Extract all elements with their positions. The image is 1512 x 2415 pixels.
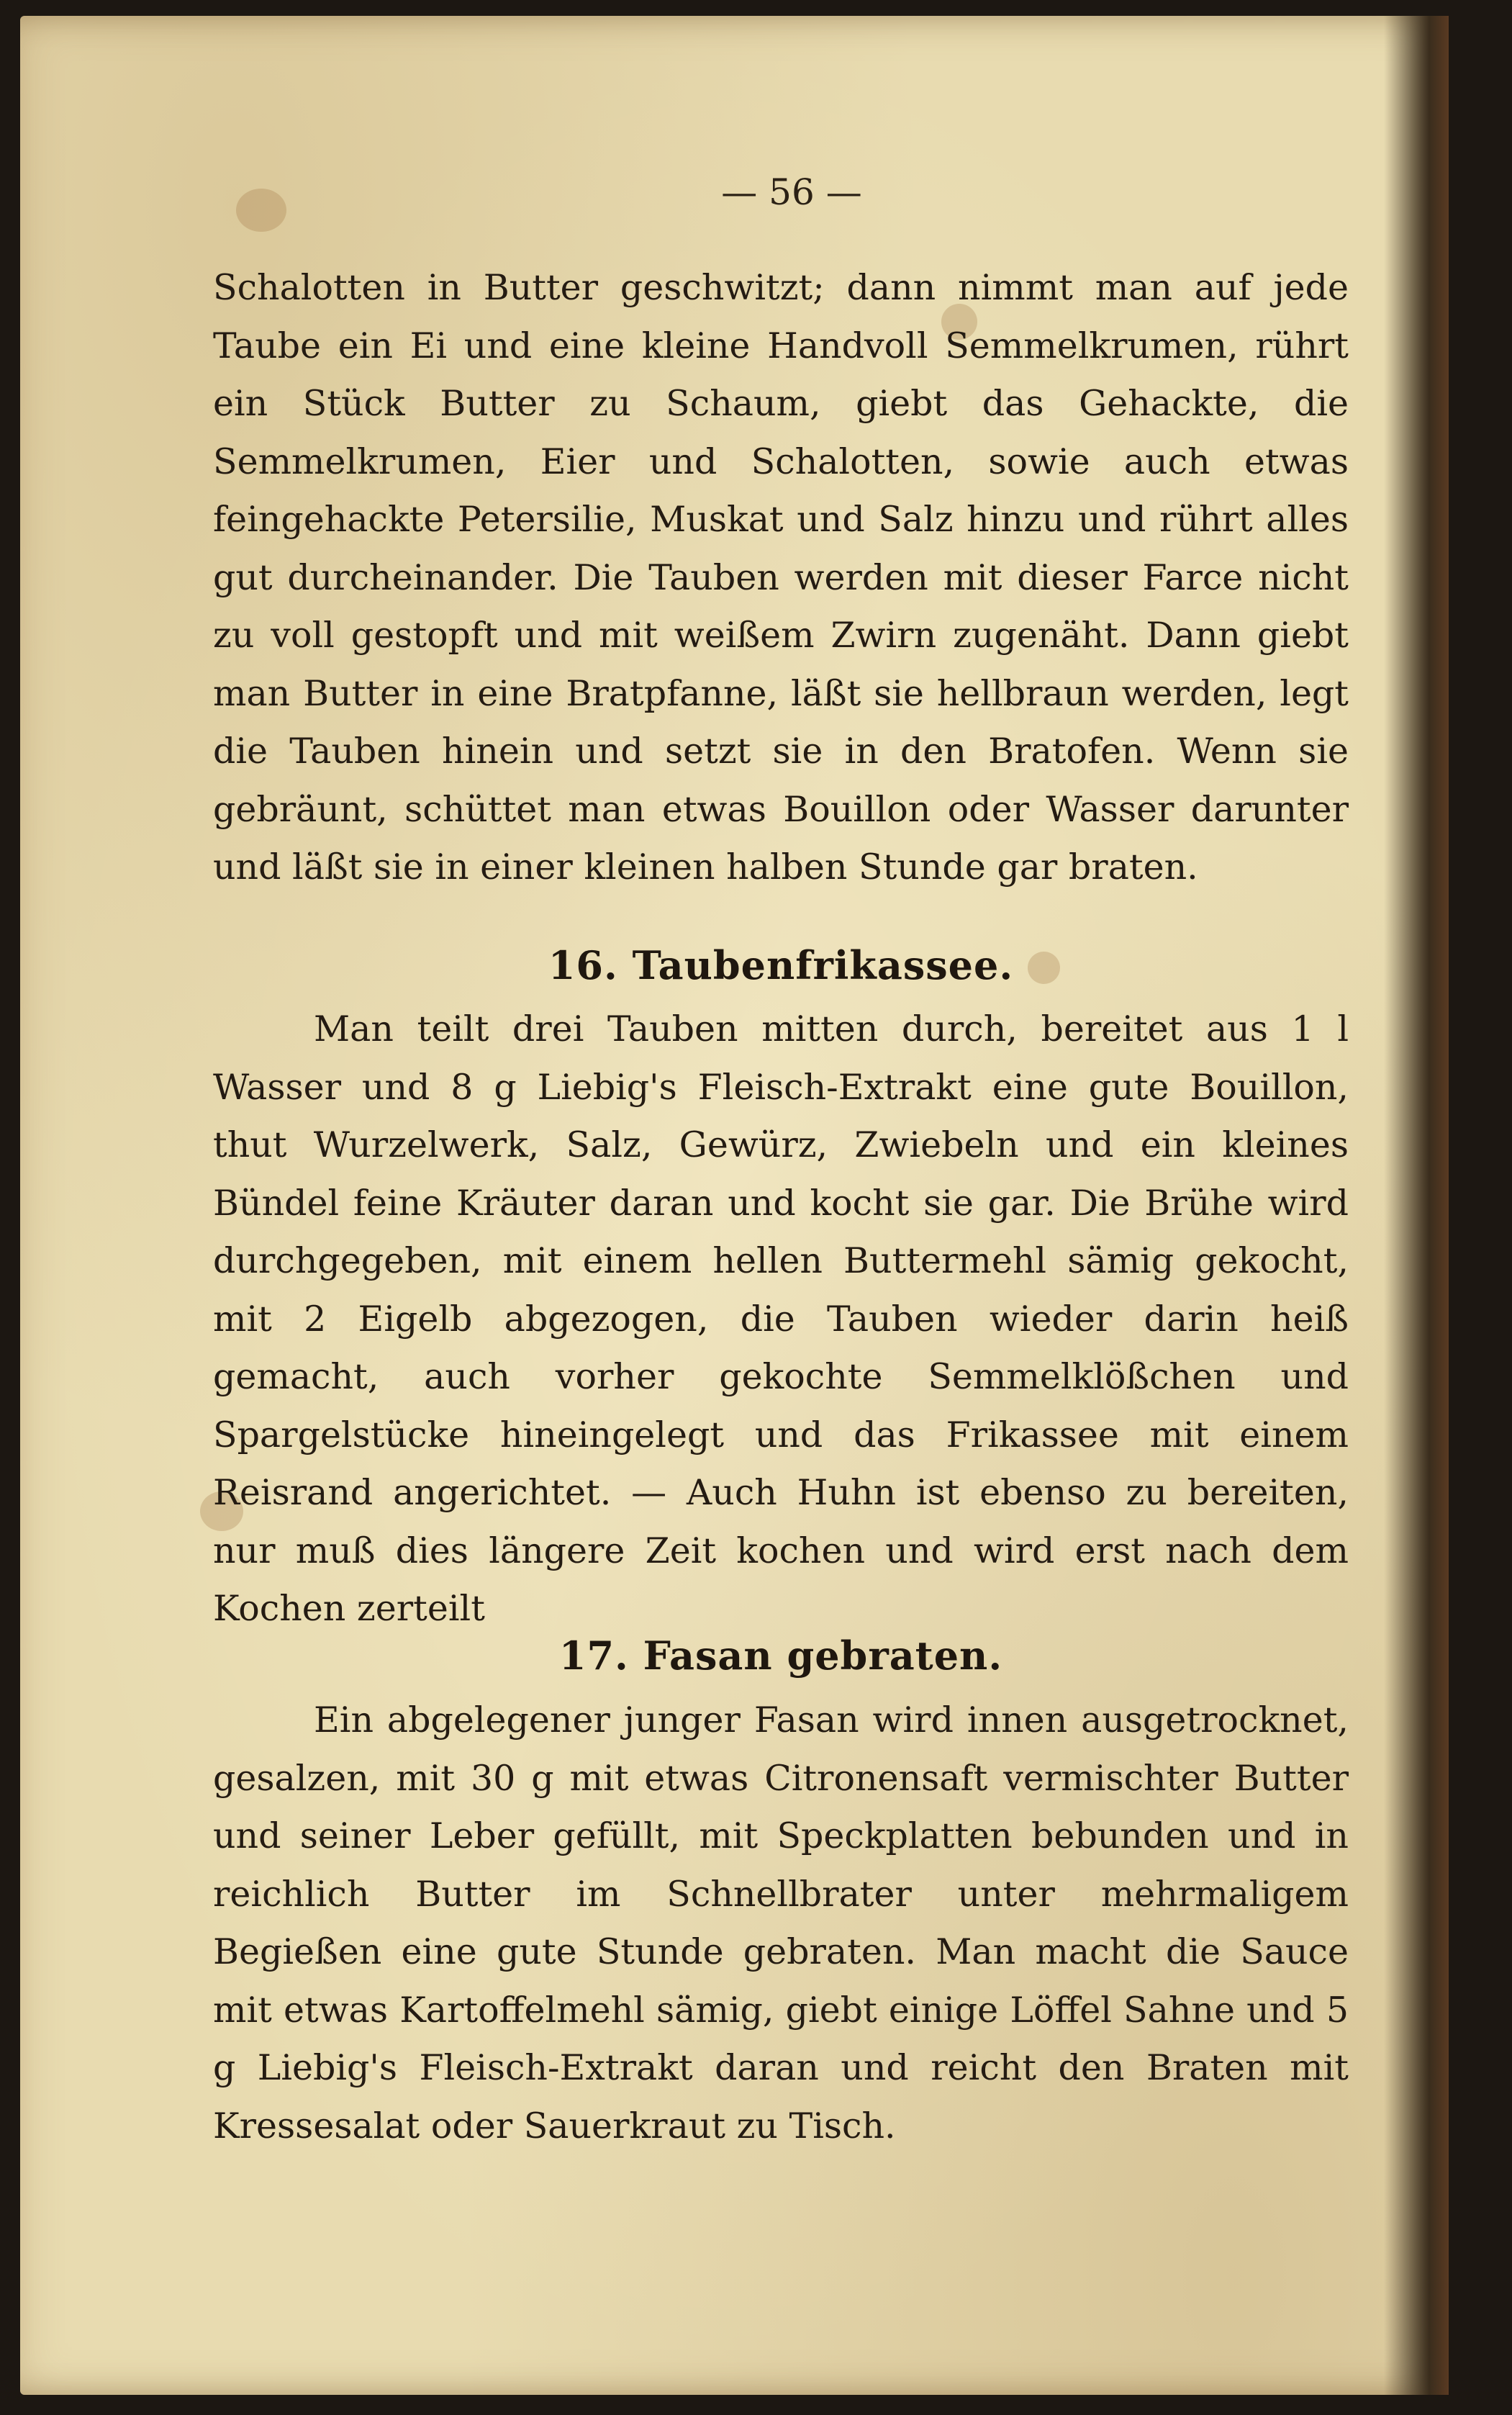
paragraph-text: Schalotten in Butter geschwitzt; dann nimmt man auf jede Taube ein Ei und eine kleine Handvoll Semmelkrumen, rührt ein Stück Butter zu Schaum, giebt das Gehackte, die Semmelkrumen, Eier und Schalotten, sowie auch etwas feingehackte Petersilie, Muskat und Salz hinzu und rührt alles gut durcheinander. Die Tauben werden mit dieser Farce nicht zu voll gestopft und mit weißem Zwirn zugenäht. Dann giebt man Butter in eine Bratpfanne, läßt sie hellbraun werden, legt die Tauben hinein und setzt sie in den Bratofen. Wenn sie gebräunt, schüttet man etwas Bouillon oder Wasser darunter und läßt sie in einer kleinen halben Stunde gar braten. <box>213 267 1349 888</box>
section-heading-16: 16. Taubenfrikassee. <box>548 942 1014 988</box>
section-16-body <box>213 1001 1349 1638</box>
section-17-body <box>213 1692 1349 2155</box>
paragraph-text: Ein abgelegener junger Fasan wird innen ausgetrocknet, gesalzen, mit 30 g mit etwas Citronensaft vermischter Butter und seiner Leber gefüllt, mit Speckplatten bebunden und in reichlich Butter im Schnellbrater unter mehrmaligem Begießen eine gute Stunde gebraten. Man macht die Sauce mit etwas Kartoffelmehl sämig, giebt einige Löffel Sahne und 5 g Liebig's Fleisch-Extrakt daran und reicht den Braten mit Kressesalat oder Sauerkraut zu Tisch. <box>213 1699 1349 2147</box>
page-number: — 56 — <box>721 171 862 213</box>
paragraph-text: Man teilt drei Tauben mitten durch, bereitet aus 1 l Wasser und 8 g Liebig's Fleisch-Extrakt eine gute Bouillon, thut Wurzelwerk, Salz, Gewürz, Zwiebeln und ein kleines Bündel feine Kräuter daran und kocht sie gar. Die Brühe wird durchgegeben, mit einem hellen Buttermehl sämig gekocht, mit 2 Eigelb abgezogen, die Tauben wieder darin heiß gemacht, auch vorher gekochte Semmelklößchen und Spargelstücke hineingelegt und das Frikassee mit einem Reisrand angerichtet. — Auch Huhn ist ebenso zu bereiten, nur muß dies längere Zeit kochen und wird erst nach dem Kochen zerteilt <box>213 1008 1349 1629</box>
book-gutter <box>1384 16 1449 2395</box>
paragraph-continued <box>213 259 1349 897</box>
section-heading-17: 17. Fasan gebraten. <box>558 1633 1003 1679</box>
